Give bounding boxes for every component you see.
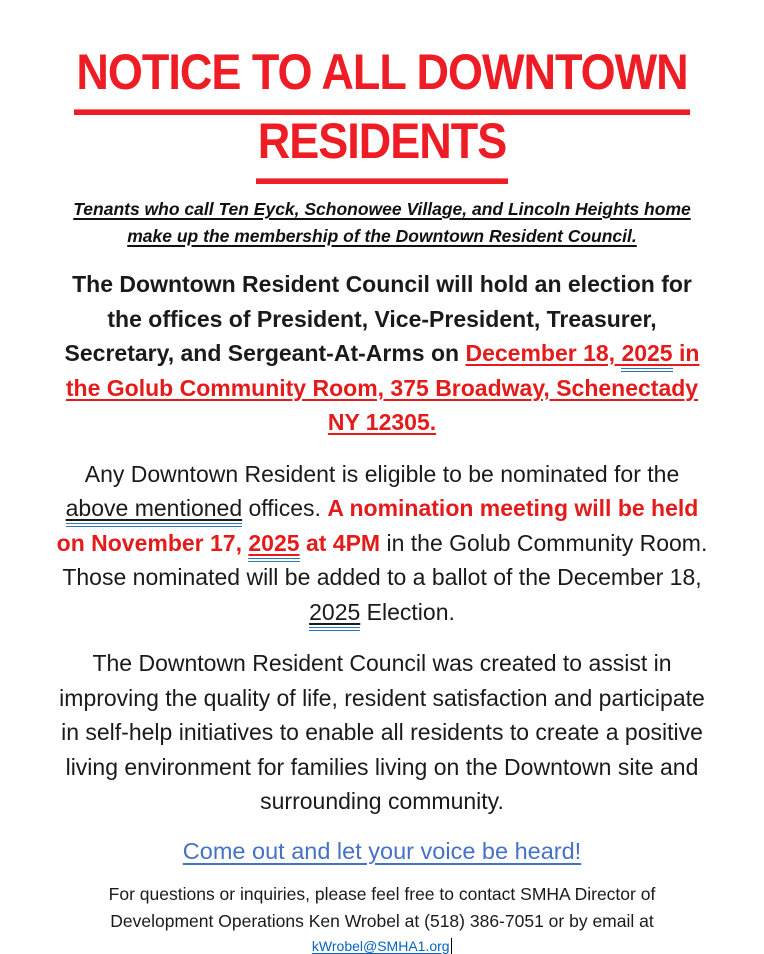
- paragraph-election: [54, 267, 710, 440]
- email-line: [82, 936, 682, 954]
- ballot-year: 2025: [309, 599, 360, 631]
- election-date-year: 2025: [621, 340, 672, 372]
- cta-line: Come out and let your voice be heard!: [182, 837, 582, 864]
- nomination-part4: Election.: [360, 598, 455, 625]
- paragraph-mission: The Downtown Resident Council was created to assist in improving the quality of life, resident satisfaction and participate in self-help initiatives to enable all residents to create a positive living environment for families living on the Downtown site and surrounding community.: [59, 650, 705, 814]
- nomination-part2: offices.: [242, 495, 328, 521]
- nomination-part1: Any Downtown Resident is eligible to be nominated for the: [84, 460, 680, 487]
- contact-block: [82, 881, 682, 954]
- nomination-meeting-highlight: A nomination meeting will be held on November 17,: [56, 495, 699, 556]
- above-mentioned-text: above mentioned: [66, 495, 242, 527]
- email-link[interactable]: kWrobel@SMHA1.org: [311, 937, 450, 954]
- notice-title: [54, 43, 710, 184]
- notice-title-line-2: RESIDENTS: [256, 107, 509, 184]
- election-location-highlight: in the Golub Community Room, 375 Broadway, Schenectady NY 12305.: [65, 340, 700, 435]
- election-date-highlight: December 18,: [465, 340, 622, 366]
- text-cursor: [451, 938, 453, 954]
- nomination-meeting-time: at 4PM: [299, 529, 381, 556]
- notice-subtitle: Tenants who call Ten Eyck, Schonowee Village, and Lincoln Heights home make up the membership of the Downtown Resident Council.: [73, 199, 691, 246]
- nomination-part3: in the Golub Community Room. Those nominated will be added to a ballot of the December 18,: [62, 529, 708, 590]
- election-lead-text: The Downtown Resident Council will hold an election for the offices of President, Vice-President, Treasurer, Secretary, and Sergeant-At-Arms on: [64, 271, 692, 366]
- notice-title-line-1: NOTICE TO ALL DOWNTOWN: [74, 38, 689, 115]
- contact-text: For questions or inquiries, please feel free to contact SMHA Director of Development Operations Ken Wrobel at (518) 386-7051 or by email at: [108, 883, 656, 931]
- nomination-meeting-year: 2025: [248, 530, 299, 562]
- paragraph-nomination: [54, 457, 710, 630]
